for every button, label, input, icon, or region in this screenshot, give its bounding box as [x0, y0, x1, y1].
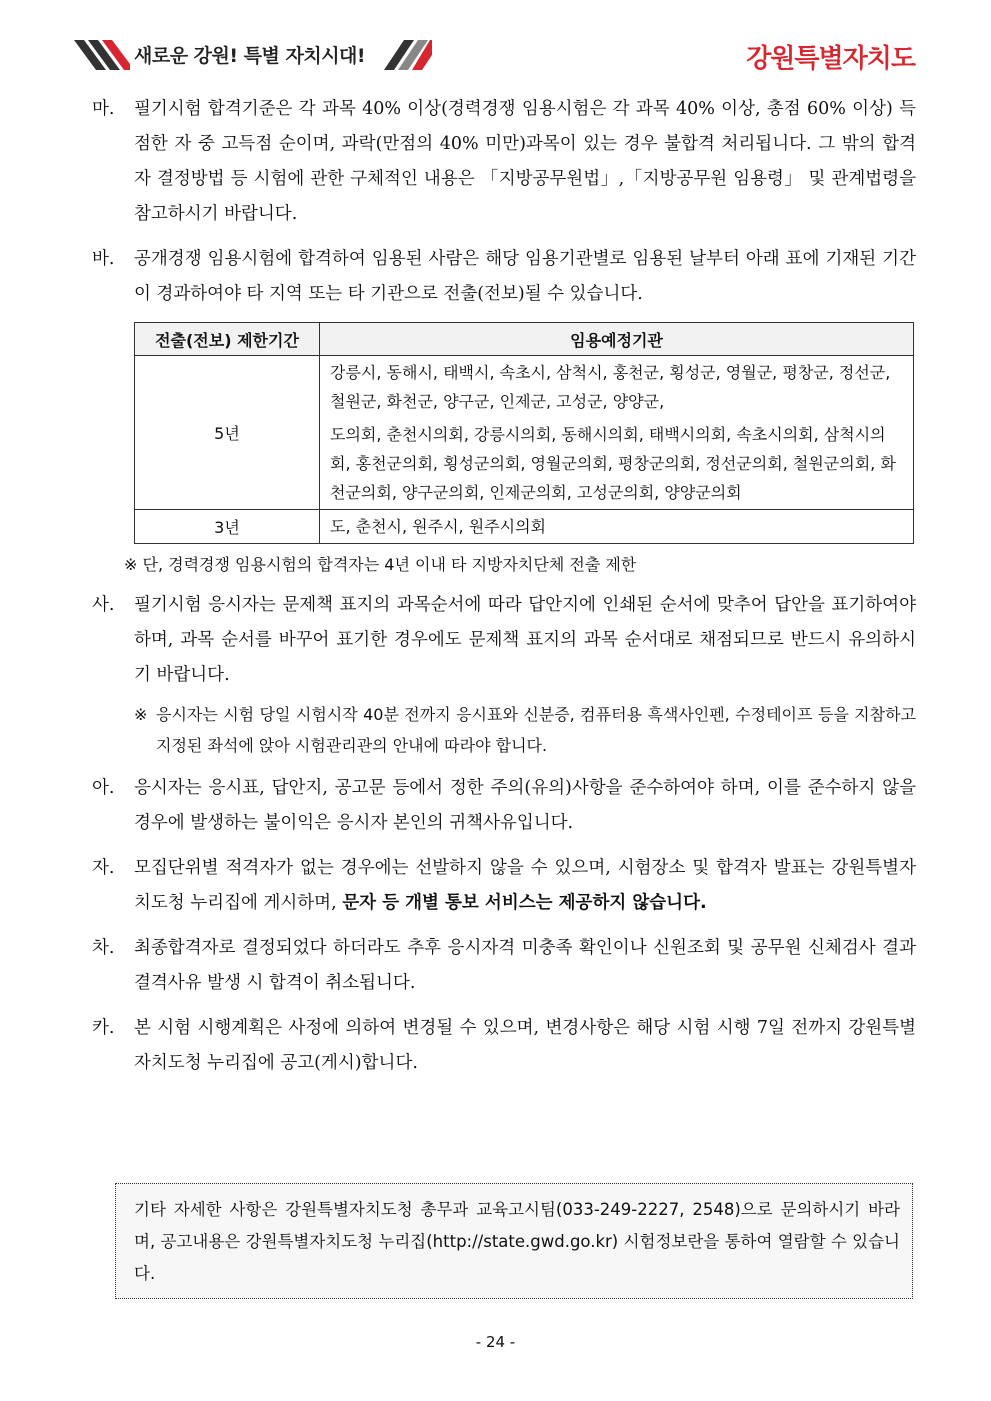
period-cell: 3년 [135, 510, 320, 544]
item-marker: 바. [92, 249, 115, 269]
item-bold-text: 문자 등 개별 통보 서비스는 제공하지 않습니다. [342, 893, 707, 913]
note-marker: ※ [134, 705, 148, 724]
table-note: ※ 단, 경력경쟁 임용시험의 합격자는 4년 이내 타 지방자치단체 전출 제한 [124, 555, 637, 574]
header-slogan: 새로운 강원! 특별 자치시대! [134, 45, 366, 67]
contact-info-box: 기타 자세한 사항은 강원특별자치도청 총무과 교육고시팀(033-249-2227, 2548)으로 문의하시기 바라며, 공고내용은 강원특별자치도청 누리집(http://state.gwd.go.kr) 시험정보란을 통하여 열람할 수 있습니다. [115, 1183, 913, 1299]
item-marker: 자. [92, 858, 115, 878]
orgs-cell: 도, 춘천시, 원주시, 원주시의회 [320, 510, 914, 544]
orgs-councils: 도의회, 춘천시의회, 강릉시의회, 동해시의회, 태백시의회, 속초시의회, 삼척시의회, 홍천군의회, 횡성군의회, 영월군의회, 평창군의회, 정선군의회, 철원군의회, 화천군의회, 양구군의회, 인제군의회, 고성군의회, 양양군의회 [330, 425, 896, 502]
item-marker: 차. [92, 938, 115, 958]
table-row [135, 510, 914, 544]
item-text: 필기시험 응시자는 문제책 표지의 과목순서에 따라 답안지에 인쇄된 순서에 맞추어 답안을 표기하여야 하며, 과목 순서를 바꾸어 표기한 경우에도 문제책 표지의 과목 순서대로 채점되므로 반드시 유의하시기 바랍니다. [134, 595, 916, 685]
slogan-stripes-icon [74, 40, 130, 70]
table-header-orgs: 임용예정기관 [320, 323, 914, 356]
page-number: - 24 - [475, 1333, 516, 1351]
sa-note [134, 699, 916, 761]
item-marker: 마. [92, 99, 115, 119]
transfer-restriction-table [134, 322, 914, 544]
list-item-a [92, 771, 916, 841]
slogan-stripes-right-icon [384, 40, 432, 70]
item-text: 필기시험 합격기준은 각 과목 40% 이상(경력경쟁 임용시험은 각 과목 40% 이상, 총점 60% 이상) 득점한 자 중 고득점 순이며, 과락(만점의 40% 미만)과목이 있는 경우 불합격 처리됩니다. 그 밖의 합격자 결정방법 등 시험에 관한 구체적인 내용은 「지방공무원법」,「지방공무원 임용령」 및 관계법령을 참고하시기 바랍니다. [134, 99, 916, 224]
list-item-ka [92, 1011, 916, 1081]
list-item-ja [92, 851, 916, 921]
item-text: 공개경쟁 임용시험에 합격하여 임용된 사람은 해당 임용기관별로 임용된 날부터 아래 표에 기재된 기간이 경과하여야 타 지역 또는 타 기관으로 전출(전보)될 수 있습니다. [134, 249, 916, 304]
item-marker: 아. [92, 778, 115, 798]
list-item-ba [92, 242, 916, 312]
note-text: 응시자는 시험 당일 시험시작 40분 전까지 응시표와 신분증, 컴퓨터용 흑색사인펜, 수정테이프 등을 지참하고 지정된 좌석에 앉아 시험관리관의 안내에 따라야 합니다. [156, 705, 916, 755]
period-cell: 5년 [135, 356, 320, 510]
list-item-sa [92, 588, 916, 693]
table-header-period: 전출(전보) 제한기간 [135, 323, 320, 356]
page-header [0, 0, 991, 90]
table-row [135, 356, 914, 510]
item-text: 본 시험 시행계획은 사정에 의하여 변경될 수 있으며, 변경사항은 해당 시험 시행 7일 전까지 강원특별자치도청 누리집에 공고(게시)합니다. [134, 1018, 916, 1073]
item-marker: 카. [92, 1018, 115, 1038]
orgs-cell [320, 356, 914, 510]
list-item-ma [92, 92, 916, 232]
brand-logo: 강원특별자치도 [746, 44, 915, 74]
item-text: 응시자는 응시표, 답안지, 공고문 등에서 정한 주의(유의)사항을 준수하여야 하며, 이를 준수하지 않을 경우에 발생하는 불이익은 응시자 본인의 귀책사유입니다. [134, 778, 916, 833]
item-text: 모집단위별 적격자가 없는 경우에는 선발하지 않을 수 있으며, 시험장소 및 합격자 발표는 강원특별자치도청 누리집에 게시하며, [134, 858, 916, 913]
orgs-cities: 강릉시, 동해시, 태백시, 속초시, 삼척시, 홍천군, 횡성군, 영월군, 평창군, 정선군, 철원군, 화천군, 양구군, 인제군, 고성군, 양양군, [330, 363, 891, 411]
list-item-cha [92, 931, 916, 1001]
item-text: 최종합격자로 결정되었다 하더라도 추후 응시자격 미충족 확인이나 신원조회 및 공무원 신체검사 결과 결격사유 발생 시 합격이 취소됩니다. [134, 938, 916, 993]
main-content [92, 92, 916, 1087]
item-marker: 사. [92, 595, 115, 615]
